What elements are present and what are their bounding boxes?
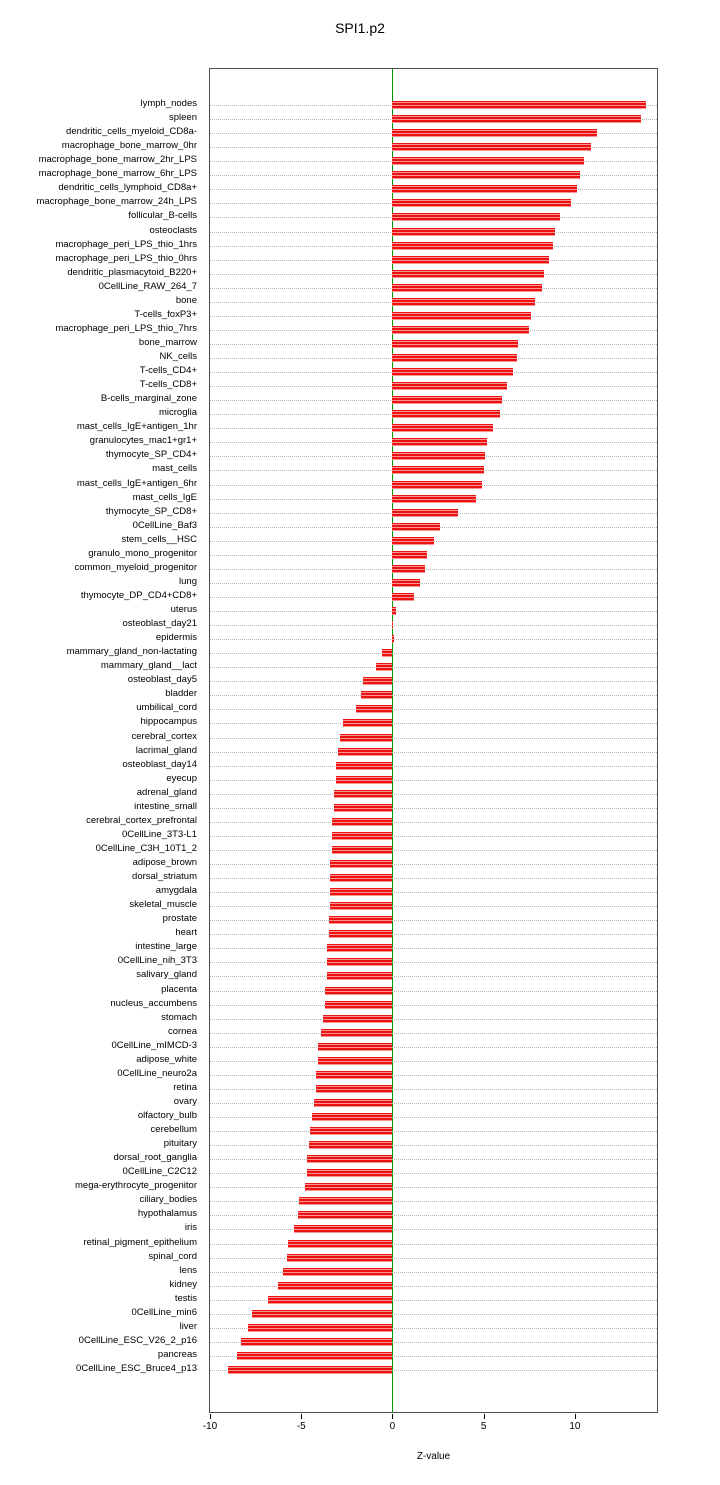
grid-line: [210, 878, 657, 879]
category-label: retinal_pigment_epithelium: [83, 1236, 197, 1248]
grid-line: [210, 1159, 657, 1160]
category-label: lung: [179, 575, 197, 587]
category-label: cerebral_cortex_prefrontal: [86, 814, 197, 826]
category-label: dendritic_plasmacytoid_B220+: [67, 266, 197, 278]
category-label: ovary: [173, 1095, 197, 1107]
category-label: cerebral_cortex: [131, 730, 197, 742]
x-tick-label: 5: [480, 1421, 487, 1432]
bar: [330, 888, 392, 896]
bar: [392, 242, 553, 250]
category-label: umbilical_cord: [136, 702, 197, 714]
category-label: intestine_large: [135, 941, 197, 953]
category-label: kidney: [169, 1278, 197, 1290]
category-label: testis: [174, 1292, 197, 1304]
category-label: mast_cells: [152, 463, 197, 475]
bar: [330, 874, 392, 882]
category-label: mast_cells_IgE: [132, 491, 197, 503]
grid-line: [210, 723, 657, 724]
grid-line: [210, 653, 657, 654]
bar: [392, 396, 501, 404]
bar: [363, 677, 392, 685]
bar: [392, 228, 554, 236]
bar: [316, 1071, 393, 1079]
category-label: 0CellLine_neuro2a: [117, 1067, 197, 1079]
category-label: 0CellLine_mIMCD-3: [111, 1039, 197, 1051]
category-label: T-cells_foxP3+: [134, 308, 197, 320]
category-label: mammary_gland_non-lactating: [66, 646, 197, 658]
grid-line: [210, 766, 657, 767]
bar: [392, 565, 425, 573]
bar: [392, 579, 419, 587]
bar: [330, 902, 392, 910]
category-label: 0CellLine_ESC_V26_2_p16: [78, 1334, 197, 1346]
grid-line: [210, 1229, 657, 1230]
bar: [392, 284, 542, 292]
bar: [392, 495, 476, 503]
category-label: NK_cells: [159, 351, 197, 362]
bar: [278, 1282, 393, 1290]
grid-line: [210, 1019, 657, 1020]
grid-line: [210, 836, 657, 837]
bar: [392, 171, 580, 179]
category-label: bone_marrow: [138, 336, 197, 348]
grid-line: [210, 934, 657, 935]
category-label: heart: [175, 927, 197, 939]
bar: [392, 115, 640, 123]
bar: [382, 649, 393, 657]
category-label: nucleus_accumbens: [110, 997, 197, 1009]
grid-line: [210, 569, 657, 570]
x-tick: [484, 1414, 485, 1419]
bar: [327, 944, 393, 952]
bar: [392, 185, 576, 193]
category-label: 0CellLine_3T3-L1: [122, 828, 197, 840]
category-label: prostate: [162, 913, 197, 925]
bar: [376, 663, 392, 671]
grid-line: [210, 1117, 657, 1118]
category-label: macrophage_peri_LPS_thio_0hrs: [55, 252, 197, 264]
bar: [332, 832, 392, 840]
bar: [334, 790, 392, 798]
bar: [307, 1169, 393, 1177]
bar: [392, 537, 434, 545]
bar: [392, 523, 439, 531]
bar: [336, 776, 393, 784]
category-label: follicular_B-cells: [128, 210, 197, 222]
bar: [336, 762, 393, 770]
bar: [392, 481, 481, 489]
category-label: macrophage_peri_LPS_thio_7hrs: [55, 322, 197, 334]
category-label: bladder: [165, 688, 197, 700]
grid-line: [210, 752, 657, 753]
bar: [392, 382, 507, 390]
grid-line: [210, 1258, 657, 1259]
bar: [325, 987, 393, 995]
category-label: macrophage_bone_marrow_6hr_LPS: [38, 168, 197, 180]
category-label: macrophage_bone_marrow_0hr: [61, 140, 197, 152]
bar: [318, 1043, 393, 1051]
grid-line: [210, 906, 657, 907]
grid-line: [210, 597, 657, 598]
grid-line: [210, 667, 657, 668]
x-tick-label: 0: [389, 1421, 396, 1432]
bar: [361, 691, 392, 699]
category-label: thymocyte_SP_CD8+: [105, 505, 197, 517]
category-label: spinal_cord: [148, 1250, 197, 1262]
category-label: stem_cells__HSC: [121, 533, 197, 545]
bar: [392, 424, 492, 432]
grid-line: [210, 625, 657, 626]
bar: [392, 410, 500, 418]
bar: [298, 1211, 393, 1219]
bar: [323, 1015, 392, 1023]
grid-line: [210, 1173, 657, 1174]
category-label: granulo_mono_progenitor: [88, 547, 197, 559]
category-label: olfactory_bulb: [137, 1110, 197, 1121]
bar: [392, 143, 591, 151]
grid-line: [210, 695, 657, 696]
grid-line: [210, 738, 657, 739]
grid-line: [210, 808, 657, 809]
category-label: granulocytes_mac1+gr1+: [89, 435, 197, 447]
category-label: 0CellLine_ESC_Bruce4_p13: [76, 1363, 197, 1374]
grid-line: [210, 611, 657, 612]
grid-line: [210, 555, 657, 556]
bar: [309, 1141, 393, 1149]
bar: [287, 1254, 393, 1262]
category-label: thymocyte_SP_CD4+: [105, 449, 197, 461]
bar: [392, 129, 596, 137]
category-label: stomach: [161, 1011, 197, 1023]
grid-line: [210, 1215, 657, 1216]
category-label: pituitary: [163, 1138, 197, 1150]
chart-title: SPI1.p2: [335, 20, 385, 36]
bar: [321, 1029, 392, 1037]
category-label: osteoblast_day14: [122, 758, 197, 770]
bar: [392, 368, 512, 376]
bar: [392, 438, 487, 446]
category-label: lacrimal_gland: [135, 744, 197, 756]
bar: [392, 621, 393, 629]
bar: [228, 1366, 392, 1374]
bar: [392, 551, 427, 559]
category-label: hypothalamus: [137, 1208, 197, 1220]
category-label: iris: [184, 1222, 197, 1234]
category-label: skeletal_muscle: [129, 899, 197, 911]
bar: [314, 1099, 392, 1107]
grid-line: [210, 1201, 657, 1202]
grid-line: [210, 1145, 657, 1146]
category-label: uterus: [170, 604, 197, 615]
bar: [307, 1155, 393, 1163]
bar: [299, 1197, 392, 1205]
grid-line: [210, 1272, 657, 1273]
bar: [392, 298, 534, 306]
grid-line: [210, 1005, 657, 1006]
category-label: 0CellLine_C2C12: [122, 1166, 197, 1178]
category-label: adipose_white: [136, 1053, 197, 1065]
bar: [392, 635, 394, 643]
category-label: B-cells_marginal_zone: [100, 393, 197, 405]
bar: [334, 804, 392, 812]
category-label: T-cells_CD4+: [139, 365, 197, 377]
grid-line: [210, 892, 657, 893]
category-label: mast_cells_IgE+antigen_6hr: [76, 477, 197, 489]
category-label: 0CellLine_C3H_10T1_2: [95, 842, 197, 854]
bar: [318, 1057, 393, 1065]
bar: [392, 199, 571, 207]
bar: [392, 326, 529, 334]
bar: [356, 705, 392, 713]
bar: [392, 509, 458, 517]
category-label: dendritic_cells_lymphoid_CD8a+: [58, 182, 197, 194]
grid-line: [210, 583, 657, 584]
bar: [329, 916, 393, 924]
grid-line: [210, 864, 657, 865]
grid-line: [210, 1047, 657, 1048]
bar: [241, 1338, 392, 1346]
category-axis-labels: [0, 68, 205, 1413]
bar: [392, 340, 518, 348]
category-label: mast_cells_IgE+antigen_1hr: [76, 421, 197, 433]
category-label: mammary_gland__lact: [100, 660, 197, 672]
category-label: osteoblast_day21: [122, 618, 197, 630]
grid-line: [210, 1033, 657, 1034]
bar: [392, 607, 396, 615]
bar: [392, 452, 485, 460]
grid-line: [210, 991, 657, 992]
category-label: common_myeloid_progenitor: [74, 561, 197, 573]
category-label: salivary_gland: [136, 969, 197, 981]
category-label: intestine_small: [134, 800, 197, 812]
bar: [343, 719, 392, 727]
grid-line: [210, 1103, 657, 1104]
grid-line: [210, 709, 657, 710]
category-label: 0CellLine_nih_3T3: [117, 955, 197, 967]
category-label: retina: [173, 1081, 197, 1093]
bar: [392, 466, 483, 474]
category-label: adipose_brown: [132, 857, 197, 868]
grid-line: [210, 850, 657, 851]
grid-line: [210, 681, 657, 682]
x-tick: [392, 1414, 393, 1419]
category-label: 0CellLine_min6: [131, 1306, 197, 1318]
grid-line: [210, 1131, 657, 1132]
category-label: macrophage_peri_LPS_thio_1hrs: [55, 238, 197, 250]
category-label: dendritic_cells_myeloid_CD8a-: [66, 126, 197, 138]
bar: [312, 1113, 392, 1121]
category-label: pancreas: [157, 1348, 197, 1360]
bar: [392, 157, 584, 165]
bar: [392, 593, 414, 601]
bar: [248, 1324, 392, 1332]
category-label: placenta: [161, 983, 197, 995]
category-label: macrophage_bone_marrow_24h_LPS: [36, 196, 197, 208]
bar: [392, 101, 646, 109]
bar: [332, 818, 392, 826]
category-label: dorsal_striatum: [132, 871, 197, 883]
category-label: lens: [179, 1264, 197, 1276]
x-tick-label: -10: [202, 1421, 218, 1432]
grid-line: [210, 780, 657, 781]
bar: [327, 972, 393, 980]
grid-line: [210, 920, 657, 921]
category-label: macrophage_bone_marrow_2hr_LPS: [38, 154, 197, 166]
bar: [392, 354, 516, 362]
category-label: mega-erythrocyte_progenitor: [75, 1180, 197, 1192]
bar: [294, 1225, 393, 1233]
grid-line: [210, 822, 657, 823]
bar: [310, 1127, 392, 1135]
category-label: hippocampus: [140, 716, 197, 728]
grid-line: [210, 948, 657, 949]
bar: [325, 1001, 393, 1009]
bar: [327, 958, 393, 966]
x-tick: [575, 1414, 576, 1419]
grid-line: [210, 976, 657, 977]
category-label: 0CellLine_RAW_264_7: [98, 280, 197, 292]
category-label: 0CellLine_Baf3: [132, 519, 197, 531]
category-label: adrenal_gland: [136, 786, 197, 798]
grid-line: [210, 1187, 657, 1188]
category-label: microglia: [158, 407, 197, 419]
grid-line: [210, 1075, 657, 1076]
x-tick-label: 10: [569, 1421, 581, 1432]
bar: [340, 734, 393, 742]
category-label: ciliary_bodies: [139, 1194, 197, 1206]
category-label: osteoblast_day5: [127, 674, 197, 686]
bar: [392, 213, 560, 221]
x-tick: [301, 1414, 302, 1419]
bar: [392, 256, 549, 264]
category-label: lymph_nodes: [140, 98, 197, 109]
grid-line: [210, 794, 657, 795]
x-axis: [202, 1414, 658, 1454]
bar: [329, 930, 393, 938]
bar: [283, 1268, 392, 1276]
category-label: bone: [175, 294, 197, 306]
x-axis-title: Z-value: [416, 1451, 451, 1462]
category-label: amygdala: [155, 885, 197, 897]
bar: [252, 1310, 392, 1318]
x-tick-label: -5: [296, 1421, 306, 1432]
category-label: liver: [179, 1320, 197, 1332]
grid-line: [210, 1244, 657, 1245]
bar: [268, 1296, 392, 1304]
grid-line: [210, 639, 657, 640]
bar: [392, 270, 543, 278]
bar: [237, 1352, 392, 1360]
bar: [305, 1183, 393, 1191]
grid-line: [210, 962, 657, 963]
plot-area: [209, 68, 658, 1413]
category-label: T-cells_CD8+: [139, 379, 197, 391]
category-label: dorsal_root_ganglia: [113, 1152, 197, 1164]
category-label: spleen: [169, 112, 197, 124]
x-tick: [210, 1414, 211, 1419]
bar: [330, 860, 392, 868]
bar: [316, 1085, 393, 1093]
grid-line: [210, 1061, 657, 1062]
category-label: osteoclasts: [149, 224, 197, 236]
category-label: thymocyte_DP_CD4+CD8+: [80, 589, 197, 601]
category-label: cerebellum: [150, 1124, 197, 1136]
bar: [288, 1240, 392, 1248]
category-label: cornea: [167, 1025, 197, 1037]
grid-line: [210, 1089, 657, 1090]
bar: [392, 312, 531, 320]
category-label: eyecup: [166, 772, 197, 784]
category-label: epidermis: [155, 632, 197, 644]
bar: [338, 748, 393, 756]
bar: [332, 846, 392, 854]
